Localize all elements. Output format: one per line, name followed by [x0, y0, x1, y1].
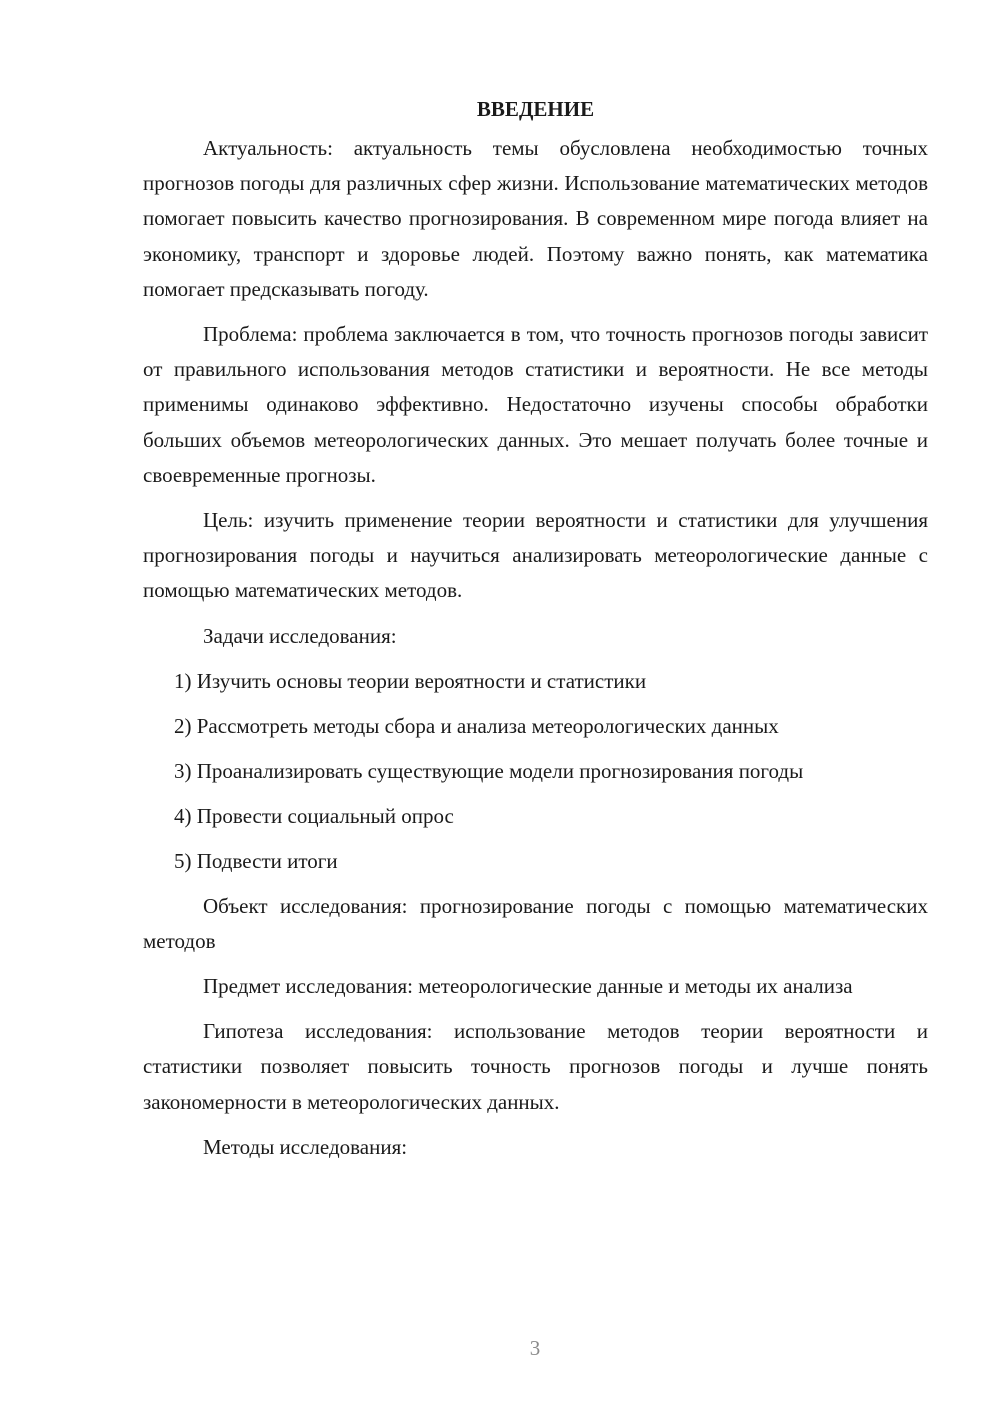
- problem-paragraph: Проблема: проблема заключается в том, что точность прогнозов погоды зависит от правильного использования методов статистики и вероятности. Не все методы применимы одинаково эффективно. Недостаточно изучены способы обработки больших объемов метеорологических данных. Это мешает получать более точные и своевременные прогнозы.: [143, 322, 928, 487]
- page-title: ВВЕДЕНИЕ: [476, 97, 595, 121]
- methods-heading: Методы исследования:: [203, 1134, 408, 1159]
- tasks-list: [143, 664, 928, 879]
- subject-paragraph: Предмет исследования: метеорологические данные и методы их анализа: [203, 974, 853, 999]
- tasks-heading: Задачи исследования:: [203, 623, 397, 648]
- document-page: [143, 92, 928, 1175]
- page-number: 3: [529, 1336, 541, 1360]
- relevance-paragraph: Актуальность: актуальность темы обусловлена необходимостью точных прогнозов погоды для различных сфер жизни. Использование математических методов помогает повысить качество прогнозирования. В современном мире погода влияет на экономику, транспорт и здоровье людей. Поэтому важно понять, как математика помогает предсказывать погоду.: [143, 136, 928, 301]
- hypothesis-paragraph: Гипотеза исследования: использование методов теории вероятности и статистики позволяет повысить точность прогнозов погоды и лучше понять закономерности в метеорологических данных.: [143, 1019, 928, 1114]
- list-item: 3) Проанализировать существующие модели прогнозирования погоды: [174, 758, 804, 783]
- list-item: 5) Подвести итоги: [174, 848, 338, 873]
- list-item: 2) Рассмотреть методы сбора и анализа метеорологических данных: [174, 713, 779, 738]
- goal-paragraph: Цель: изучить применение теории вероятности и статистики для улучшения прогнозирования погоды и научиться анализировать метеорологические данные с помощью математических методов.: [143, 508, 928, 603]
- object-paragraph: Объект исследования: прогнозирование погоды с помощью математических методов: [143, 893, 928, 953]
- list-item: 1) Изучить основы теории вероятности и статистики: [174, 668, 647, 693]
- list-item: 4) Провести социальный опрос: [174, 803, 454, 828]
